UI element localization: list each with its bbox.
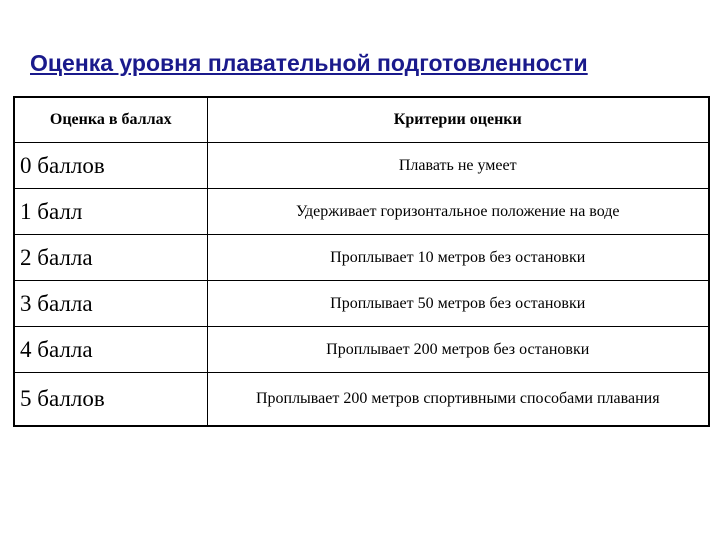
score-cell: 2 балла xyxy=(14,235,207,281)
header-score: Оценка в баллах xyxy=(14,97,207,143)
header-criteria: Критерии оценки xyxy=(207,97,709,143)
criterion-cell: Проплывает 10 метров без остановки xyxy=(207,235,709,281)
table-row xyxy=(14,281,709,327)
score-cell: 4 балла xyxy=(14,327,207,373)
score-cell: 1 балл xyxy=(14,189,207,235)
score-cell: 5 баллов xyxy=(14,373,207,426)
criterion-cell: Проплывает 200 метров спортивными способами плавания xyxy=(207,373,709,426)
criterion-cell: Удерживает горизонтальное положение на воде xyxy=(207,189,709,235)
table-row xyxy=(14,373,709,426)
page-title: Оценка уровня плавательной подготовленности xyxy=(30,50,588,76)
assessment-table xyxy=(13,96,710,427)
table-row xyxy=(14,189,709,235)
criterion-cell: Проплывает 50 метров без остановки xyxy=(207,281,709,327)
score-cell: 0 баллов xyxy=(14,143,207,189)
table-row xyxy=(14,143,709,189)
table-row xyxy=(14,235,709,281)
score-cell: 3 балла xyxy=(14,281,207,327)
table-header-row xyxy=(14,97,709,143)
criterion-cell: Проплывает 200 метров без остановки xyxy=(207,327,709,373)
table-row xyxy=(14,327,709,373)
criterion-cell: Плавать не умеет xyxy=(207,143,709,189)
